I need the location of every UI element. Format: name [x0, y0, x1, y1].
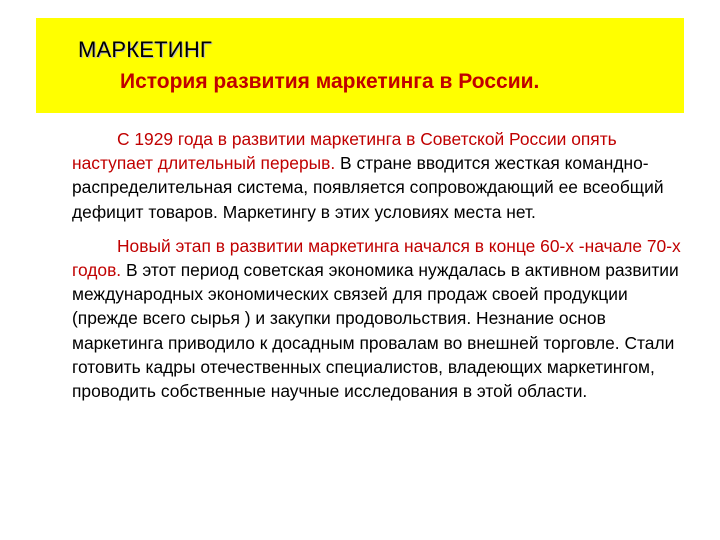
title-banner: [36, 18, 684, 113]
paragraph-1-highlight: С 1929 года в развитии маркетинга в Советской России опять наступает длительный перерыв.: [72, 129, 617, 174]
paragraph-1-text: В стране вводится жесткая командно-распределительная система, появляется сопровождающий ее всеобщий дефицит товаров. Маркетингу в этих условиях места нет.: [72, 153, 664, 222]
slide-body: [72, 127, 682, 413]
slide-title: МАРКЕТИНГ: [78, 37, 213, 62]
paragraph-2-highlight: Новый этап в развитии маркетинга начался в конце 60-х -начале 70-х годов.: [72, 235, 681, 281]
paragraph-1: [72, 127, 682, 224]
slide-subtitle: История развития маркетинга в России.: [120, 70, 540, 93]
paragraph-2-text: В этот период советская экономика нуждалась в активном развитии международных экономических связей для продаж своей продукции (прежде всего сырья ) и закупки продовольствия. Незнание основ маркетинга приводило к досадным провалам во внешней торговле. Стали готовить кадры отечественных специалистов, владеющих маркетингом, проводить собственные научные исследования в этой области.: [72, 260, 679, 402]
paragraph-2: [72, 234, 682, 403]
